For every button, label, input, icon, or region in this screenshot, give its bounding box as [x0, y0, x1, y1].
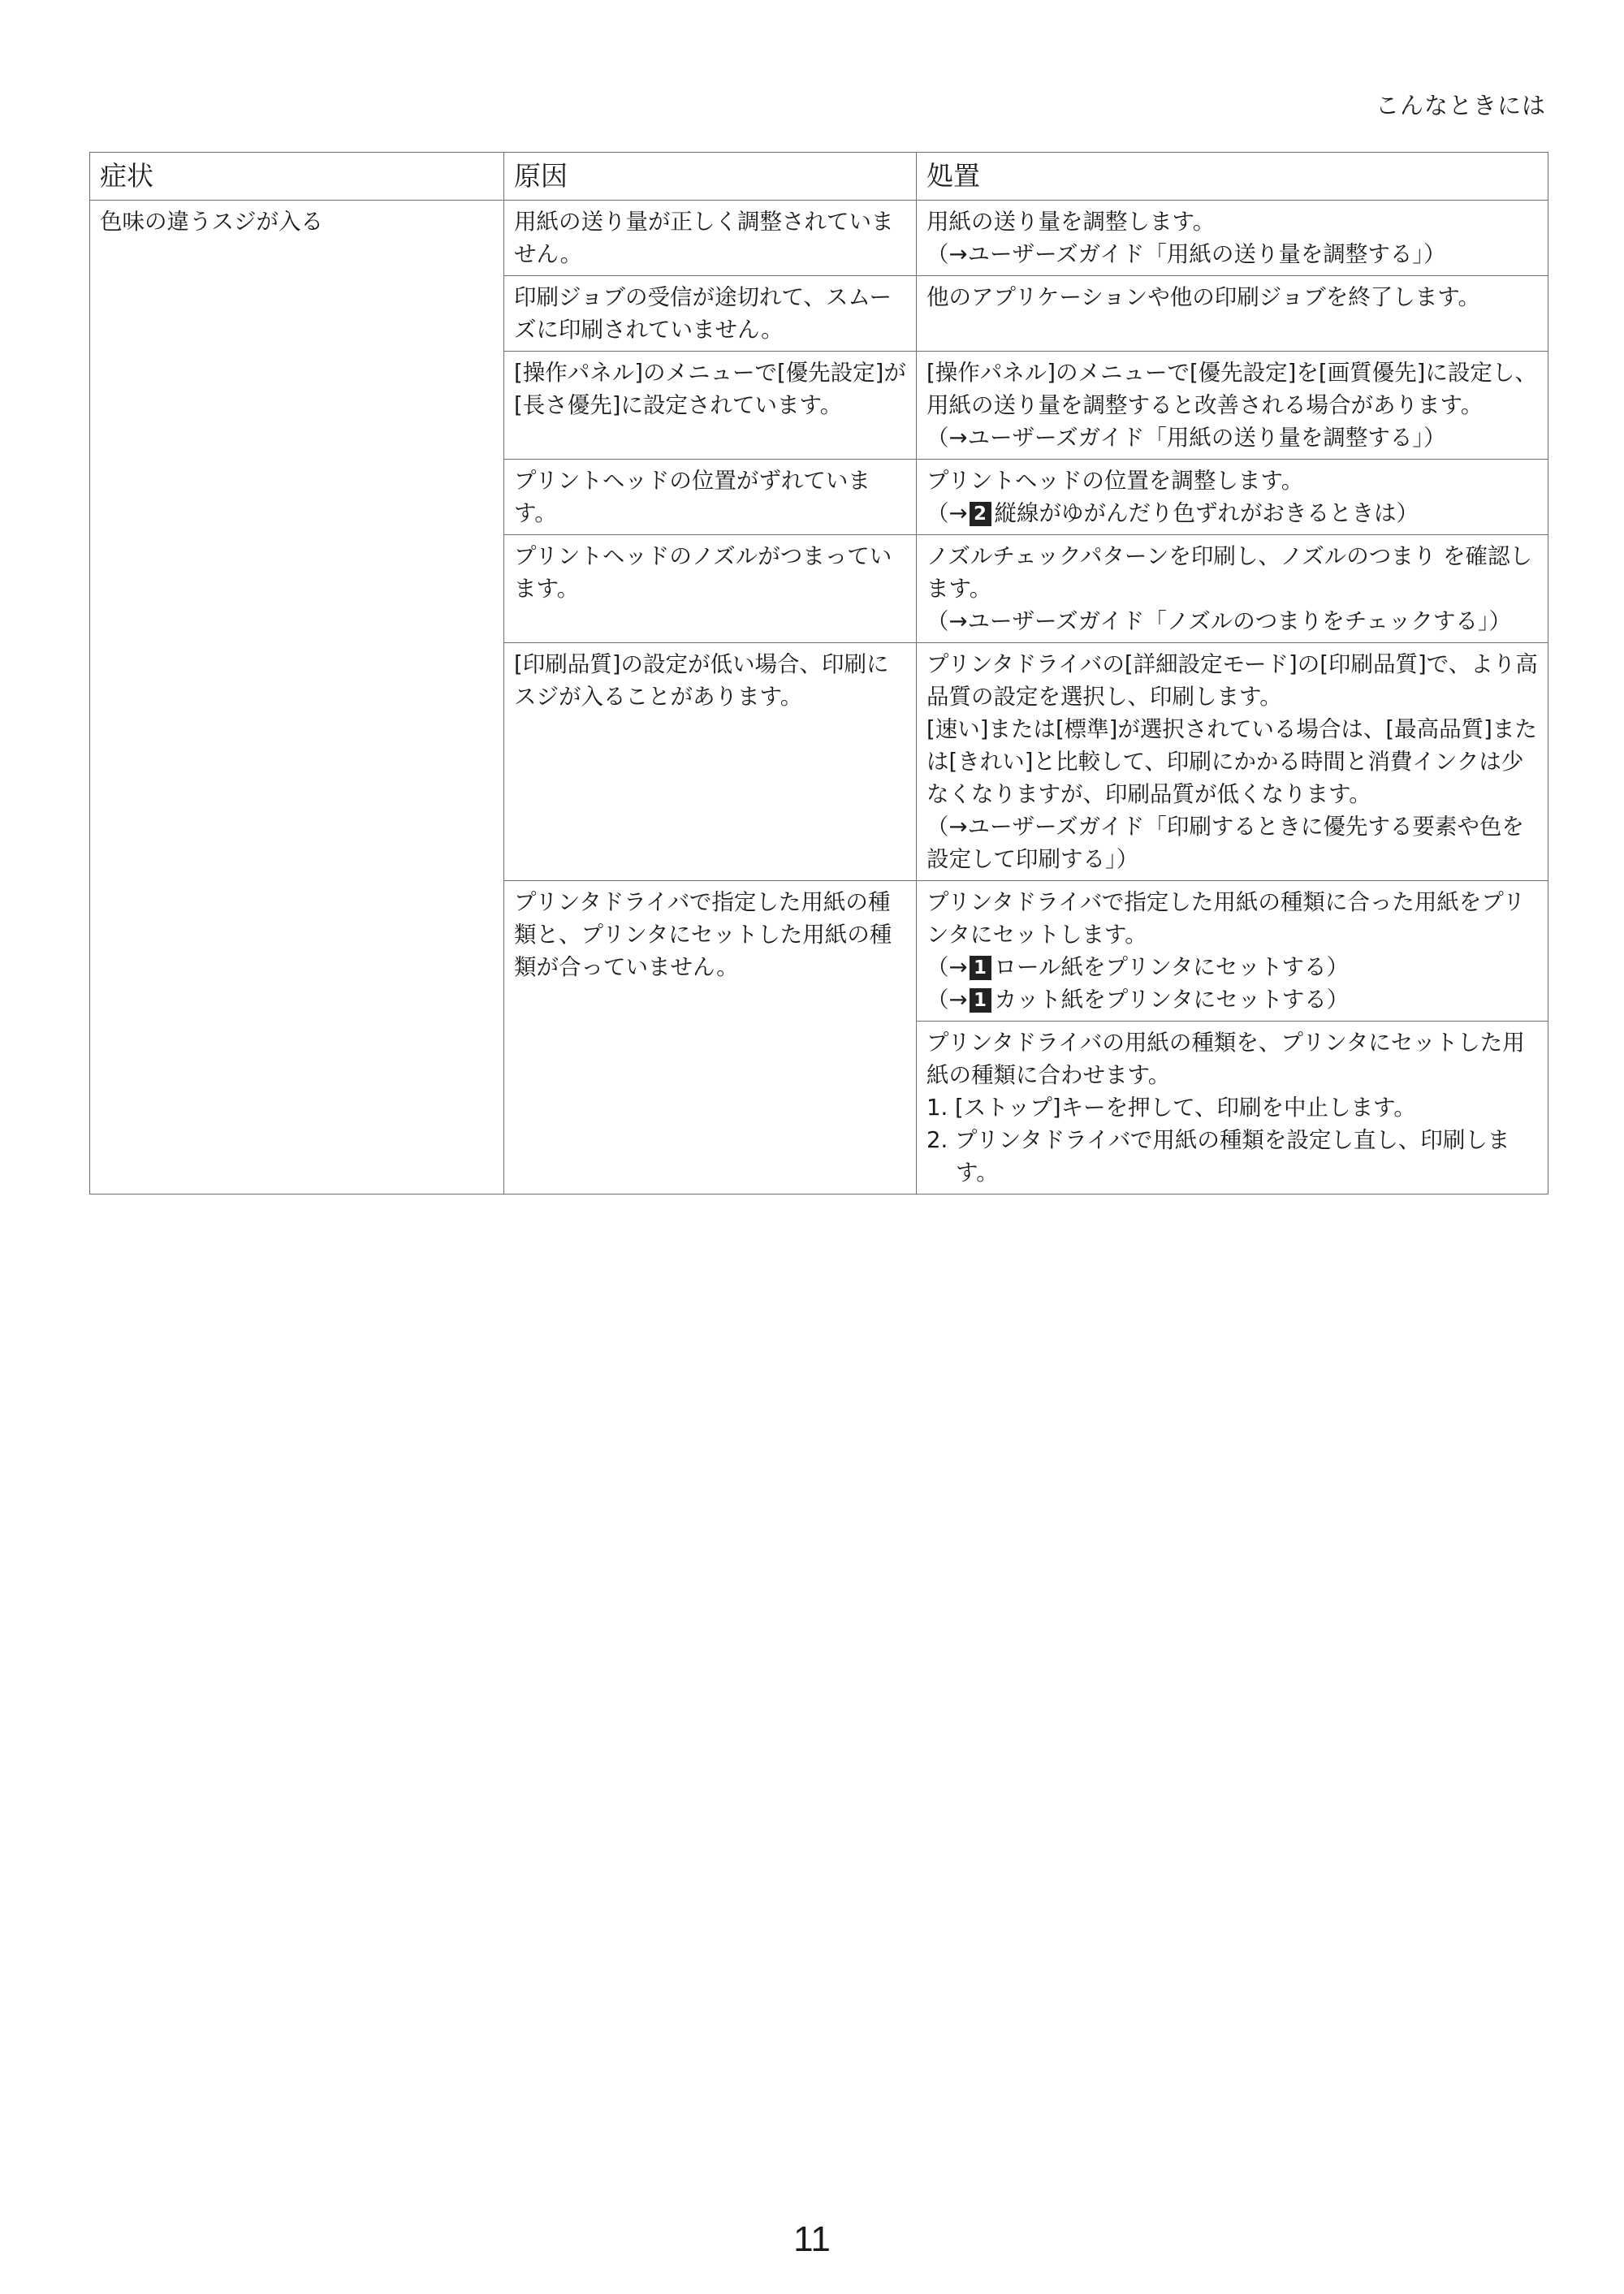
guide-reference: （→ユーザーズガイド「用紙の送り量を調整する」） [926, 425, 1446, 451]
chapter-badge: 2 [970, 502, 991, 526]
remedy-step: 1. [ストップ]キーを押して、印刷を中止します。 [926, 1095, 1416, 1121]
remedy-cell [917, 535, 1548, 643]
remedy-text: プリンタドライバで指定した用紙の種類に合った用紙をプリンタにセットします。 [926, 889, 1526, 948]
remedy-cell [917, 460, 1548, 535]
cause-cell: プリントヘッドの位置がずれています。 [504, 460, 917, 535]
cause-cell: 印刷ジョブの受信が途切れて、スムーズに印刷されていません。 [504, 276, 917, 352]
table-header-row [90, 153, 1548, 201]
guide-reference: （→ユーザーズガイド「ノズルのつまりをチェックする」） [926, 608, 1512, 634]
remedy-text: プリンタドライバの[詳細設定モード]の[印刷品質]で、より高品質の設定を選択し、印刷します。 [926, 651, 1538, 710]
symptom-cell: 色味の違うスジが入る [90, 201, 504, 1195]
header-remedy: 処置 [917, 153, 1548, 201]
page-number: 11 [793, 2219, 831, 2259]
troubleshooting-table [89, 152, 1548, 1195]
remedy-note: [速い]または[標準]が選択されている場合は、[最高品質]または[きれい]と比較して、印刷にかかる時間と消費インクは少なくなりますが、印刷品質が低くなります。 [926, 716, 1537, 807]
remedy-text: ノズルチェックパターンを印刷し、ノズルのつまり を確認します。 [926, 543, 1533, 602]
section-reference [926, 951, 1538, 983]
remedy-text: プリンタドライバの用紙の種類を、プリンタにセットした用紙の種類に合わせます。 [926, 1030, 1525, 1088]
remedy-text: [操作パネル]のメニューで[優先設定]を[画質優先]に設定し、用紙の送り量を調整すると改善される場合があります。 [926, 360, 1537, 418]
cause-cell: [印刷品質]の設定が低い場合、印刷にスジが入ることがあります。 [504, 643, 917, 881]
reference-prefix: （→ [926, 500, 968, 526]
table-row [90, 201, 1548, 276]
remedy-cell [917, 276, 1548, 352]
reference-text: カット紙をプリンタにセットする） [994, 987, 1350, 1013]
reference-text: 縦線がゆがんだり色ずれがおきるときは） [994, 500, 1419, 526]
remedy-cell [917, 1022, 1548, 1195]
remedy-text: 他のアプリケーションや他の印刷ジョブを終了します。 [926, 284, 1480, 310]
remedy-cell [917, 352, 1548, 460]
reference-prefix: （→ [926, 987, 968, 1013]
reference-prefix: （→ [926, 954, 968, 980]
cause-cell: [操作パネル]のメニューで[優先設定]が[長さ優先]に設定されています。 [504, 352, 917, 460]
cause-cell: 用紙の送り量が正しく調整されていません。 [504, 201, 917, 276]
section-reference [926, 497, 1538, 529]
section-reference [926, 983, 1538, 1016]
chapter-badge: 1 [970, 988, 991, 1013]
section-title: こんなときには [1375, 92, 1546, 119]
cause-cell: プリンタドライバで指定した用紙の種類と、プリンタにセットした用紙の種類が合っていません。 [504, 881, 917, 1195]
remedy-text: 用紙の送り量を調整します。 [926, 209, 1216, 235]
remedy-cell [917, 881, 1548, 1022]
header-cause: 原因 [504, 153, 917, 201]
guide-reference: （→ユーザーズガイド「印刷するときに優先する要素や色を設定して印刷する」） [926, 814, 1524, 872]
cause-cell: プリントヘッドのノズルがつまっています。 [504, 535, 917, 643]
chapter-badge: 1 [970, 956, 991, 980]
remedy-step: 2. プリンタドライバで用紙の種類を設定し直し、印刷します。 [926, 1127, 1510, 1186]
header-symptom: 症状 [90, 153, 504, 201]
remedy-cell [917, 201, 1548, 276]
remedy-cell [917, 643, 1548, 881]
guide-reference: （→ユーザーズガイド「用紙の送り量を調整する」） [926, 241, 1446, 267]
reference-text: ロール紙をプリンタにセットする） [994, 954, 1349, 980]
remedy-text: プリントヘッドの位置を調整します。 [926, 468, 1304, 494]
